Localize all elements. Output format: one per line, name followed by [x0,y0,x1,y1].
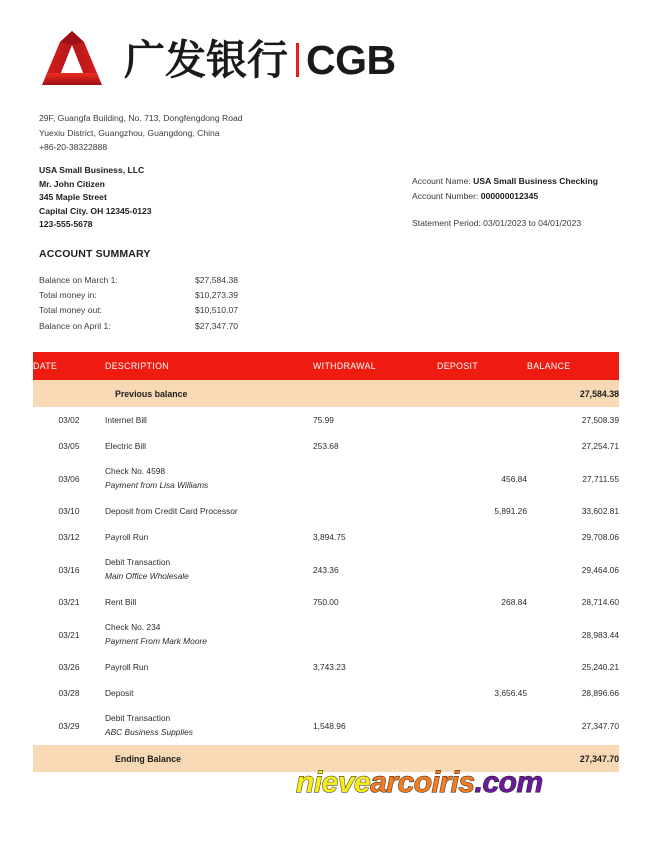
bank-address-block [39,111,243,155]
row-description [105,459,313,498]
row-withdrawal [313,459,437,498]
account-name-value: USA Small Business Checking [473,176,598,186]
row-withdrawal [313,680,437,706]
row-date: 03/12 [58,532,80,542]
row-description-main: Debit Transaction [105,556,171,567]
summary-label: Total money out: [39,305,103,316]
row-date: 03/29 [58,720,80,731]
account-number-row [412,189,598,204]
row-date: 03/26 [58,662,80,672]
bank-name-chinese: 广发银行 [124,35,288,84]
account-name-row [412,174,598,189]
customer-phone: 123-555-5678 [39,219,93,230]
summary-row [39,319,238,334]
column-header-balance: BALANCE [527,352,619,380]
transactions-table-head [33,352,619,380]
row-balance: 25,240.21 [581,662,619,672]
statement-period: Statement Period: 03/01/2023 to 04/01/2023 [412,218,582,228]
table-row [33,550,619,589]
transactions-table [33,352,619,772]
row-withdrawal: 3,743.23 [313,662,346,672]
summary-value: $10,510.07 [195,305,239,316]
account-summary-body [39,273,238,334]
row-withdrawal [313,615,437,654]
column-header-date: DATE [33,352,105,380]
row-withdrawal [313,498,437,524]
summary-label: Balance on March 1: [39,275,118,285]
bank-header [38,24,396,96]
row-date: 03/02 [58,415,80,425]
bank-phone: +86-20-38322888 [39,142,108,153]
summary-row [39,303,238,318]
row-deposit [437,433,527,459]
table-row [33,498,619,524]
row-balance: 27,711.55 [582,473,619,484]
previous-balance-date [33,380,105,407]
row-balance: 28,896.66 [581,688,619,698]
account-number-label: Account Number: [412,190,479,201]
table-row [33,407,619,433]
summary-value: $27,584.38 [195,275,239,285]
bank-wordmark [124,35,396,84]
row-date: 03/28 [58,688,80,698]
table-row [33,654,619,680]
row-withdrawal: 3,894.75 [313,532,346,542]
row-description: Payroll Run [105,662,149,672]
ending-balance-amount: 27,347.70 [527,745,619,772]
customer-city-state-zip: Capital City. OH 12345-0123 [39,205,152,216]
row-description-sub: Main Office Wholesale [105,570,189,581]
row-description-sub: ABC Business Supplies [105,726,193,737]
row-balance: 27,347.70 [581,720,619,731]
site-watermark [296,766,543,800]
cgb-triangle-logo-icon [38,29,106,91]
row-withdrawal: 75.99 [313,415,334,425]
account-summary-title: ACCOUNT SUMMARY [39,248,151,260]
row-description-main: Check No. 234 [105,621,161,632]
row-description: Internet Bill [105,415,147,425]
row-deposit [437,524,527,550]
row-balance: 28,983.44 [581,629,619,640]
table-row [33,524,619,550]
account-summary-table [39,273,238,334]
row-deposit [437,654,527,680]
row-description [105,615,313,654]
account-number-value: 000000012345 [480,190,539,201]
row-balance: 28,714.60 [581,597,619,607]
row-deposit: 456.84 [501,473,527,484]
previous-balance-deposit [437,380,527,407]
row-date: 03/06 [58,473,80,484]
table-row [33,459,619,498]
customer-address-block [39,164,152,232]
watermark-part-2: arcoiris [370,766,475,799]
row-balance: 29,708.06 [581,532,619,542]
row-date: 03/21 [58,629,80,640]
customer-name: Mr. John Citizen [39,178,105,189]
row-date: 03/16 [58,564,80,575]
row-balance: 33,602.81 [581,506,619,516]
logo-divider-bar [296,43,299,77]
summary-row [39,273,238,288]
table-row [33,680,619,706]
row-balance: 29,464.06 [581,564,619,575]
row-withdrawal: 243.36 [313,564,339,575]
bank-name-english: CGB [306,36,396,83]
transactions-section [33,352,619,772]
row-description-sub: Payment from Lisa Williams [105,479,209,490]
table-row [33,706,619,745]
column-header-description: DESCRIPTION [105,352,313,380]
row-withdrawal: 253.68 [313,441,339,451]
account-info-block [412,174,598,231]
row-description [105,706,313,745]
row-balance: 27,508.39 [581,415,619,425]
ending-balance-label: Ending Balance [105,745,313,772]
summary-label: Balance on April 1: [39,320,111,331]
previous-balance-withdrawal [313,380,437,407]
column-header-deposit: DEPOSIT [437,352,527,380]
row-deposit: 268.84 [501,597,527,607]
transactions-table-body [33,380,619,772]
column-header-withdrawal: WITHDRAWAL [313,352,437,380]
row-deposit [437,407,527,433]
customer-street: 345 Maple Street [39,192,107,203]
row-description-main: Check No. 4598 [105,465,166,476]
row-withdrawal: 1,548.96 [313,720,346,731]
previous-balance-row [33,380,619,407]
summary-row [39,288,238,303]
row-description [105,550,313,589]
row-deposit: 3,656.45 [494,688,527,698]
row-deposit [437,550,527,589]
ending-balance-date [33,745,105,772]
bank-address-line-2: Yuexiu District, Guangzhou, Guangdong, China [39,127,220,138]
row-date: 03/10 [58,506,80,516]
summary-label: Total money in: [39,290,97,301]
previous-balance-label: Previous balance [105,380,313,407]
previous-balance-amount: 27,584.38 [527,380,619,407]
watermark-part-3: .com [474,766,543,799]
row-description: Payroll Run [105,532,149,542]
summary-value: $10,273.39 [195,290,239,301]
row-date: 03/05 [58,441,80,451]
table-row [33,615,619,654]
bank-address-line-1: 29F, Guangfa Building, No. 713, Dongfengdong Road [39,113,243,123]
row-description: Electric Bill [105,441,146,451]
row-deposit [437,706,527,745]
row-description: Rent Bill [105,597,137,607]
table-row [33,589,619,615]
row-deposit: 5,891.26 [494,506,527,516]
customer-company: USA Small Business, LLC [39,165,145,175]
row-date: 03/21 [58,597,80,607]
row-description: Deposit [105,688,134,698]
row-deposit [437,615,527,654]
row-withdrawal: 750.00 [313,597,339,607]
account-name-label: Account Name: [412,176,471,186]
summary-value: $27,347.70 [195,320,239,331]
row-description-sub: Payment From Mark Moore [105,635,207,646]
row-description: Deposit from Credit Card Processor [105,506,238,516]
table-row [33,433,619,459]
transactions-header-row [33,352,619,380]
row-description-main: Debit Transaction [105,712,171,723]
row-balance: 27,254.71 [581,441,619,451]
watermark-part-1: nieve [296,766,371,799]
